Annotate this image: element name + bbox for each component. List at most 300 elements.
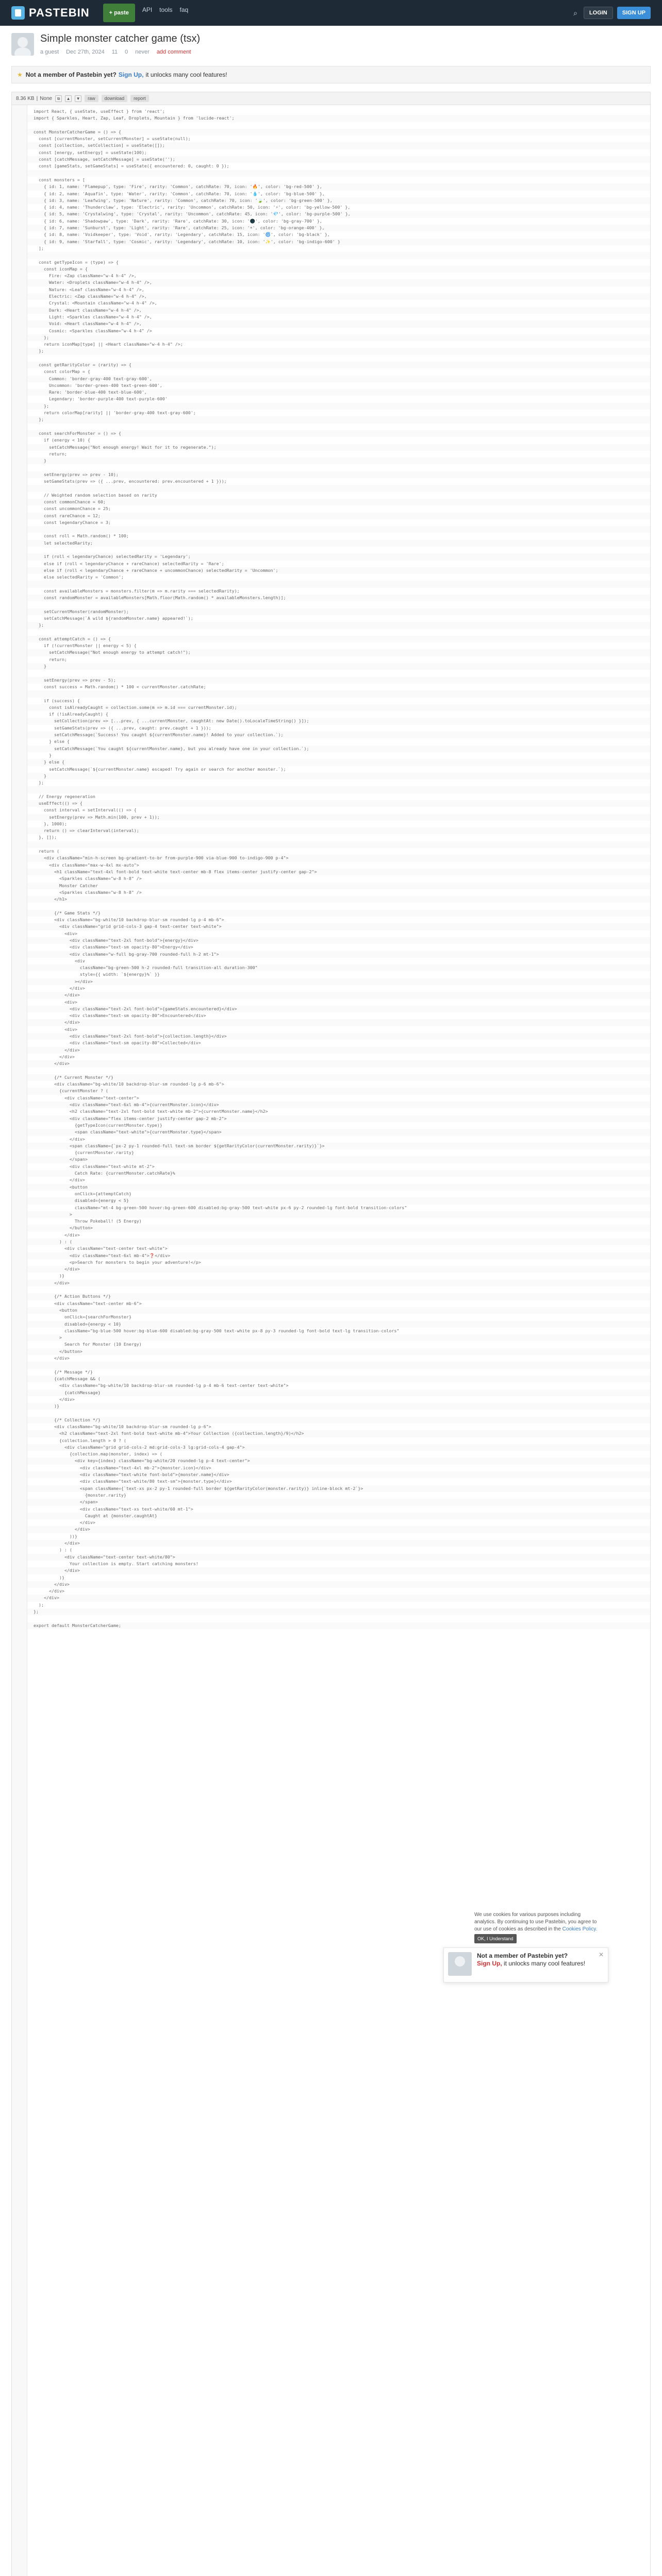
code-line bbox=[27, 1019, 650, 1026]
code-line bbox=[27, 273, 650, 279]
code-line-text: <div className="flex items-center justify-center gap-2 mb-2"> bbox=[34, 1115, 227, 1121]
new-paste-button[interactable]: + paste bbox=[103, 4, 135, 22]
code-line-text: return () => clearInterval(interval); bbox=[34, 828, 139, 834]
code-line bbox=[27, 183, 650, 190]
code-line-text: if (!currentMonster || energy < 5) { bbox=[34, 643, 137, 649]
code-line-text bbox=[27, 355, 34, 362]
code-line bbox=[27, 1205, 650, 1211]
code-line bbox=[27, 1499, 650, 1505]
code-line bbox=[27, 355, 650, 362]
code-line bbox=[27, 663, 650, 670]
cookie-ok-button[interactable]: OK, I Understand bbox=[474, 1934, 517, 1943]
code-line bbox=[27, 1115, 650, 1122]
code-line-text: {currentMonster ? ( bbox=[34, 1088, 108, 1094]
code-line-text: ) : ( bbox=[34, 1547, 72, 1553]
code-line bbox=[27, 917, 650, 923]
code-line bbox=[27, 300, 650, 307]
code-line bbox=[27, 423, 650, 430]
code-line-text: </div> bbox=[34, 1527, 90, 1532]
code-line-text: <div className="grid grid-cols-3 gap-4 text-center text-white"> bbox=[34, 924, 222, 929]
code-line bbox=[27, 457, 650, 464]
code-line-text: <Sparkles className="w-8 h-8" /> bbox=[34, 889, 142, 895]
code-line bbox=[27, 937, 650, 944]
code-line bbox=[27, 951, 650, 958]
report-button[interactable]: report bbox=[130, 95, 149, 102]
code-line bbox=[27, 1389, 650, 1396]
code-line-text: <span className={`px-2 py-1 rounded-full text-sm border ${getRarityColor(currentMonster.rarity)}`}> bbox=[34, 1143, 325, 1148]
code-line-text: <div className="max-w-4xl mx-auto"> bbox=[34, 862, 139, 868]
code-line-text: </div> bbox=[34, 1020, 80, 1025]
code-line-text: </span> bbox=[34, 1157, 88, 1162]
code-line bbox=[27, 108, 650, 115]
code-line bbox=[27, 464, 650, 471]
code-line bbox=[27, 1108, 650, 1115]
raw-button[interactable]: raw bbox=[85, 95, 98, 102]
code-line bbox=[27, 1054, 650, 1060]
code-line bbox=[27, 1101, 650, 1108]
code-line-text: const [gameStats, setGameStats] = useState({ encountered: 0, caught: 0 }); bbox=[34, 163, 229, 169]
code-line bbox=[27, 1266, 650, 1273]
code-line-text: </div> bbox=[34, 1540, 80, 1546]
code-line bbox=[27, 1218, 650, 1225]
code-line-text: <div className="text-2xl font-bold">{collection.length}</div> bbox=[34, 1033, 227, 1039]
code-line-text: const uncommonChance = 25; bbox=[34, 506, 111, 512]
code-line-text bbox=[27, 170, 34, 177]
code-line bbox=[27, 779, 650, 786]
code-line-text: </div> bbox=[34, 1396, 75, 1402]
code-line bbox=[27, 1286, 650, 1293]
code-line-text bbox=[27, 903, 34, 909]
member-banner bbox=[11, 66, 651, 83]
code-line-text: else if (roll < legendaryChance + rareChance + uncommonChance) selectedRarity = 'Uncommon'; bbox=[34, 567, 278, 573]
code-line-text: <div className="text-center mb-6"> bbox=[34, 1300, 142, 1306]
code-line bbox=[27, 1074, 650, 1081]
code-line bbox=[27, 1410, 650, 1416]
download-button[interactable]: download bbox=[102, 95, 128, 102]
code-line bbox=[27, 1444, 650, 1451]
code-line-text: { id: 7, name: 'Sunburst', type: 'Light', rarity: 'Rare', catchRate: 25, icon: '☀', color: 'bg-orange-400' }, bbox=[34, 225, 325, 231]
code-line bbox=[27, 1341, 650, 1348]
code-line-text bbox=[27, 547, 34, 553]
code-line bbox=[27, 910, 650, 917]
code-line bbox=[27, 1293, 650, 1300]
code-line-text: Rare: 'border-blue-400 text-blue-600', bbox=[34, 389, 147, 395]
code-line-text: { id: 4, name: 'Thunderclaw', type: 'Electric', rarity: 'Uncommon', catchRate: 50, icon: '⚡', color: 'bg-yellow-500' }, bbox=[34, 205, 351, 210]
code-line-text: <div className="bg-white/10 backdrop-blur-sm rounded-lg p-4 mb-6 text-center text-white"> bbox=[34, 1383, 289, 1388]
code-line-text: Dark: <Heart className="w-4 h-4" />, bbox=[34, 307, 142, 313]
code-line-text: className="bg-green-500 h-2 rounded-full transition-all duration-300" bbox=[34, 965, 258, 971]
code-line bbox=[27, 191, 650, 197]
code-line bbox=[27, 711, 650, 718]
code-line bbox=[27, 841, 650, 848]
code-line-text: className="bg-blue-500 hover:bg-blue-600 disabled:bg-gray-500 text-white px-8 py-3 rounded-lg font-bold text-lg transition-colors" bbox=[34, 1328, 400, 1333]
code-line bbox=[27, 1588, 650, 1595]
code-line bbox=[27, 636, 650, 642]
code-line bbox=[27, 1081, 650, 1088]
code-line bbox=[27, 499, 650, 505]
code-line-text: setCurrentMonster(randomMonster); bbox=[34, 608, 129, 614]
code-line bbox=[27, 225, 650, 231]
code-line-text: return; bbox=[34, 451, 67, 456]
code-line bbox=[27, 875, 650, 882]
code-line-text: const colorMap = { bbox=[34, 369, 90, 375]
code-line bbox=[27, 1177, 650, 1183]
member-banner-signup-link[interactable]: Sign Up, bbox=[118, 71, 144, 78]
code-line bbox=[27, 1396, 650, 1403]
code-line-text: {collection.map(monster, index) => ( bbox=[34, 1451, 162, 1457]
code-line-text: }; bbox=[34, 348, 44, 354]
code-line bbox=[27, 1602, 650, 1608]
code-line-text bbox=[27, 581, 34, 587]
code-line-text: }; bbox=[34, 622, 44, 628]
code-line-text: > bbox=[34, 1211, 72, 1217]
pastebin-logo-icon bbox=[11, 6, 25, 20]
code-line bbox=[27, 923, 650, 930]
code-line-text: <div className="text-center"> bbox=[34, 1095, 139, 1100]
code-line-text: <div className="bg-white/10 backdrop-blur-sm rounded-lg p-6 mb-6"> bbox=[34, 1081, 224, 1087]
code-line bbox=[27, 1129, 650, 1136]
code-line-text: Nature: <Leaf className="w-4 h-4" />, bbox=[34, 286, 144, 292]
paste-date: Dec 27th, 2024 bbox=[66, 49, 105, 55]
code-line bbox=[27, 1376, 650, 1382]
code-line bbox=[27, 505, 650, 512]
paste-size: 8.36 KB bbox=[16, 95, 35, 101]
code-line-text: </div> bbox=[34, 1177, 85, 1183]
code-line-text bbox=[27, 1615, 34, 1622]
code-line bbox=[27, 1245, 650, 1252]
code-line-text: ]; bbox=[34, 245, 44, 251]
code-line-text: const interval = setInterval(() => { bbox=[34, 807, 137, 813]
code-line bbox=[27, 889, 650, 896]
code-line-text: <div className="text-center text-white/80"> bbox=[34, 1554, 175, 1560]
code-line-text: if (!isAlreadyCaught) { bbox=[34, 711, 108, 717]
search-icon[interactable]: ⌕ bbox=[573, 8, 577, 17]
nav-api[interactable]: API bbox=[142, 6, 153, 13]
code-line bbox=[27, 348, 650, 354]
like-icon[interactable]: ▲ bbox=[65, 95, 72, 102]
code-line bbox=[27, 1526, 650, 1533]
top-navigation-bar bbox=[0, 0, 662, 26]
code-line bbox=[27, 814, 650, 821]
code-line bbox=[27, 410, 650, 416]
code-line bbox=[27, 142, 650, 149]
nav-faq[interactable]: faq bbox=[179, 6, 189, 13]
code-line bbox=[27, 1471, 650, 1478]
code-line-text: Monster Catcher bbox=[34, 883, 98, 888]
code-line-text: const monsters = [ bbox=[34, 177, 85, 182]
code-line-text: </div> bbox=[34, 1054, 75, 1059]
code-line-text: const getTypeIcon = (type) => { bbox=[34, 259, 119, 265]
code-line bbox=[27, 1437, 650, 1444]
code-line bbox=[27, 279, 650, 286]
code-line bbox=[27, 156, 650, 163]
code-line bbox=[27, 581, 650, 587]
code-line bbox=[27, 903, 650, 909]
code-line bbox=[27, 1239, 650, 1245]
code-line-text: </div> bbox=[34, 1136, 85, 1142]
login-button[interactable]: LOGIN bbox=[584, 7, 613, 19]
code-line-text: return colorMap[rarity] || 'border-gray-400 text-gray-600'; bbox=[34, 410, 196, 416]
code-line-text bbox=[27, 122, 34, 129]
signup-popup bbox=[443, 1947, 608, 1982]
code-line bbox=[27, 1026, 650, 1033]
code-line-text: <div className="w-full bg-gray-700 rounded-full h-2 mt-1"> bbox=[34, 951, 219, 957]
code-line-text: <div> bbox=[34, 1026, 77, 1032]
code-line-text: </div> bbox=[34, 1280, 70, 1285]
code-line bbox=[27, 1547, 650, 1553]
code-line-text: {catchMessage && ( bbox=[34, 1376, 101, 1381]
code-line bbox=[27, 690, 650, 697]
add-comment-link[interactable]: add comment bbox=[156, 49, 191, 55]
paste-author[interactable]: a guest bbox=[40, 49, 59, 55]
code-line-text: <div> bbox=[34, 930, 77, 936]
code-line bbox=[27, 1149, 650, 1156]
code-line bbox=[27, 485, 650, 492]
code-line bbox=[27, 1191, 650, 1197]
code-line bbox=[27, 1136, 650, 1143]
code-line bbox=[27, 745, 650, 752]
code-line bbox=[27, 1328, 650, 1334]
code-line-text: Catch Rate: {currentMonster.catchRate}% bbox=[34, 1171, 175, 1176]
code-line-text: )} bbox=[34, 1403, 59, 1409]
code-line-text: <div bbox=[34, 958, 85, 963]
paste-title: Simple monster catcher game (tsx) bbox=[40, 33, 201, 44]
code-line-text: )} bbox=[34, 1574, 64, 1580]
code-line bbox=[27, 1273, 650, 1279]
code-line-text: { id: 5, name: 'Crystalwing', type: 'Crystal', rarity: 'Uncommon', catchRate: 45, icon: '💎', color: 'bg-purple-500' }, bbox=[34, 211, 351, 217]
code-line-text: { id: 2, name: 'Aquafin', type: 'Water', rarity: 'Common', catchRate: 70, icon: '💧', color: 'bg-blue-500' }, bbox=[34, 191, 325, 196]
code-line bbox=[27, 971, 650, 978]
code-line-text: return ( bbox=[34, 849, 59, 854]
popup-rest: it unlocks many cool features! bbox=[504, 1960, 586, 1967]
paste-expiry: never bbox=[135, 49, 150, 55]
code-line-text: { id: 1, name: 'Flamepup', type: 'Fire', rarity: 'Common', catchRate: 70, icon: '🔥', color: 'bg-red-500' }, bbox=[34, 184, 322, 190]
code-line-text: )} bbox=[34, 1273, 64, 1279]
code-line bbox=[27, 862, 650, 869]
code-line-text: Void: <Heart className="w-4 h-4" />, bbox=[34, 321, 142, 327]
paste-views: 11 bbox=[111, 49, 118, 55]
nav-tools[interactable]: tools bbox=[159, 6, 173, 13]
code-line-text: <button bbox=[34, 1184, 88, 1190]
code-line bbox=[27, 1280, 650, 1286]
code-line bbox=[27, 964, 650, 971]
signup-button[interactable]: SIGN UP bbox=[617, 7, 651, 19]
dislike-icon[interactable]: ▼ bbox=[75, 95, 81, 102]
code-line-text: </div> bbox=[34, 1520, 95, 1526]
pastebin-logo[interactable] bbox=[11, 6, 90, 20]
code-line-text: <div className="bg-white/10 backdrop-blur-sm rounded-lg p-6"> bbox=[34, 1424, 211, 1429]
code-line-text: setCatchMessage(`A wild ${randomMonster.name} appeared!`); bbox=[34, 615, 193, 621]
code-line-text: }; bbox=[34, 1609, 39, 1615]
code-line-text bbox=[27, 690, 34, 697]
code-line-text: <div className="text-white font-bold">{monster.name}</div> bbox=[34, 1472, 229, 1478]
code-line-text: } else { bbox=[34, 739, 70, 744]
code-line bbox=[27, 204, 650, 211]
code-line bbox=[27, 1033, 650, 1040]
code-line-text: } bbox=[34, 458, 46, 464]
code-line-text bbox=[27, 252, 34, 259]
code-line bbox=[27, 1095, 650, 1101]
code-line bbox=[27, 855, 650, 861]
code-line bbox=[27, 930, 650, 937]
code-line-text: </div> bbox=[34, 1355, 70, 1361]
code-line-text: const getRarityColor = (rarity) => { bbox=[34, 362, 131, 367]
code-line-text: <div className="text-4xl mb-2">{monster.icon}</div> bbox=[34, 1465, 211, 1470]
code-line-text: <div className="text-sm opacity-80">Energy</div> bbox=[34, 944, 193, 950]
popup-avatar bbox=[448, 1952, 472, 1976]
code-line-text: }; bbox=[34, 417, 44, 422]
cookie-notice bbox=[474, 1911, 598, 1943]
code-line-text: </div> bbox=[34, 1595, 59, 1601]
code-line-text bbox=[27, 423, 34, 430]
code-line-text bbox=[27, 629, 34, 636]
code-line bbox=[27, 1403, 650, 1410]
code-line-text bbox=[27, 670, 34, 676]
code-line-text: const attemptCatch = () => { bbox=[34, 636, 111, 641]
code-line-text: {/* Current Monster */} bbox=[34, 1074, 113, 1080]
code-line-text: Light: <Sparkles className="w-4 h-4" />, bbox=[34, 314, 152, 319]
code-line-text: <h2 className="text-2xl font-bold text-white mb-2">{currentMonster.name}</h2> bbox=[34, 1109, 268, 1114]
code-line bbox=[27, 595, 650, 601]
code-line bbox=[27, 793, 650, 800]
code-line bbox=[27, 834, 650, 841]
code-line bbox=[27, 533, 650, 539]
code-line bbox=[27, 1334, 650, 1341]
code-line bbox=[27, 1362, 650, 1368]
code-line-text: </div> bbox=[34, 1588, 64, 1594]
code-line bbox=[27, 1478, 650, 1485]
code-line-text: Water: <Droplets className="w-4 h-4" />, bbox=[34, 280, 152, 285]
code-line-text: ) : ( bbox=[34, 1239, 72, 1244]
code-line-text: Electric: <Zap className="w-4 h-4" />, bbox=[34, 294, 147, 299]
code-line bbox=[27, 307, 650, 314]
code-line bbox=[27, 999, 650, 1006]
code-line bbox=[27, 451, 650, 457]
code-line-text: let selectedRarity; bbox=[34, 540, 93, 546]
code-line bbox=[27, 1540, 650, 1547]
code-line-text: <span className={`text-xs px-2 py-1 rounded-full border ${getRarityColor(monster.rarity)} inline-block mt-2`}> bbox=[34, 1485, 363, 1491]
code-line bbox=[27, 513, 650, 519]
code-line-text: const [catchMessage, setCatchMessage] = useState(''); bbox=[34, 157, 175, 162]
logo-text: PASTEBIN bbox=[29, 6, 90, 19]
cookie-policy-link[interactable]: Cookies Policy. bbox=[562, 1926, 598, 1932]
code-line bbox=[27, 1574, 650, 1581]
code-line bbox=[27, 1232, 650, 1239]
code-line-text: setCatchMessage(`${currentMonster.name} escaped! Try again or search for another monster.`); bbox=[34, 766, 286, 772]
code-line bbox=[27, 1458, 650, 1464]
code-line bbox=[27, 704, 650, 711]
code-line-text: </div> bbox=[34, 1581, 70, 1587]
copy-icon[interactable]: ⧉ bbox=[55, 95, 62, 102]
popup-signup-link[interactable]: Sign Up, bbox=[477, 1960, 502, 1967]
code-line-text: }; bbox=[34, 403, 49, 409]
code-line bbox=[27, 848, 650, 855]
code-lines bbox=[27, 108, 650, 1629]
close-icon[interactable]: ✕ bbox=[598, 1951, 604, 1958]
code-line-text: // Energy regeneration bbox=[34, 793, 95, 799]
code-line bbox=[27, 1382, 650, 1389]
code-line-text: { id: 9, name: 'Starfall', type: 'Cosmic', rarity: 'Legendary', catchRate: 10, icon: '✨', color: 'bg-indigo-600' } bbox=[34, 239, 340, 244]
code-line-text: <div className="text-6xl mb-4">{currentMonster.icon}</div> bbox=[34, 1102, 219, 1108]
code-line-text: return iconMap[type] || <Heart className="w-4 h-4" />; bbox=[34, 342, 183, 347]
main-nav bbox=[103, 4, 196, 22]
popup-lead: Not a member of Pastebin yet? bbox=[477, 1952, 568, 1959]
code-line bbox=[27, 1608, 650, 1615]
code-line bbox=[27, 1040, 650, 1046]
code-line bbox=[27, 1513, 650, 1519]
cookie-text: We use cookies for various purposes including analytics. By continuing to use Pastebin, you agree to our use of cookies as described in the bbox=[474, 1912, 597, 1932]
code-line-text: <span className="text-white">{currentMonster.type}</span> bbox=[34, 1129, 222, 1135]
code-line-text: <h1 className="text-4xl font-bold text-white text-center mb-8 flex items-center justify-center gap-2"> bbox=[34, 869, 317, 874]
code-line bbox=[27, 135, 650, 142]
code-line-text: ); bbox=[34, 1602, 44, 1607]
code-line bbox=[27, 883, 650, 889]
code-line bbox=[27, 821, 650, 827]
code-line bbox=[27, 396, 650, 402]
code-line-text: ))} bbox=[34, 1533, 77, 1539]
code-line-text: if (roll < legendaryChance) selectedRarity = 'Legendary'; bbox=[34, 554, 191, 560]
code-line-text: // Weighted random selection based on rarity bbox=[34, 492, 157, 498]
code-line-text: Cosmic: <Sparkles className="w-4 h-4" /> bbox=[34, 328, 152, 333]
code-line bbox=[27, 519, 650, 526]
code-line-text: </span> bbox=[34, 1499, 98, 1505]
code-line-text: const randomMonster = availableMonsters[Math.floor(Math.random() * availableMonsters.length)]; bbox=[34, 595, 286, 601]
code-line bbox=[27, 218, 650, 225]
code-line bbox=[27, 992, 650, 998]
member-banner-rest: it unlocks many cool features! bbox=[145, 71, 227, 78]
code-line-text: <div className="text-white/80 text-sm">{monster.type}</div> bbox=[34, 1479, 232, 1484]
code-line bbox=[27, 896, 650, 903]
code-line bbox=[27, 1006, 650, 1012]
code-line-text: setCatchMessage(`You caught ${currentMonster.name}, but you already have one in your collection.`); bbox=[34, 745, 309, 751]
paste-title-box bbox=[11, 26, 651, 66]
code-line-text: Crystal: <Mountain className="w-4 h-4" />, bbox=[34, 300, 157, 306]
content-wrapper bbox=[11, 26, 651, 2576]
code-line-text: {/* Game Stats */} bbox=[34, 910, 101, 916]
code-line bbox=[27, 958, 650, 964]
code-line-text bbox=[27, 1410, 34, 1416]
code-line bbox=[27, 732, 650, 738]
code-line-text: }, []); bbox=[34, 835, 57, 840]
code-line-text: </div> bbox=[34, 1047, 80, 1053]
code-line-text: } bbox=[34, 752, 52, 758]
code-line bbox=[27, 561, 650, 567]
code-header bbox=[11, 92, 651, 105]
code-line bbox=[27, 328, 650, 334]
code-line bbox=[27, 1170, 650, 1177]
code-line-text: <Sparkles className="w-8 h-8" /> bbox=[34, 876, 142, 882]
code-line bbox=[27, 553, 650, 560]
code-line-text: Fire: <Zap className="w-4 h-4" />, bbox=[34, 273, 137, 279]
code-line-text: className="mt-4 bg-green-500 hover:bg-green-600 disabled:bg-gray-500 text-white px-6 py-2 rounded-lg font-bold transition-colors" bbox=[34, 1205, 407, 1210]
code-line-text: </div> bbox=[34, 986, 85, 991]
code-line-text: Search for Monster (10 Energy) bbox=[34, 1342, 142, 1347]
code-line bbox=[27, 403, 650, 410]
code-line bbox=[27, 163, 650, 170]
code-line bbox=[27, 656, 650, 663]
code-line-text: {/* Action Buttons */} bbox=[34, 1294, 111, 1299]
code-line-text: import React, { useState, useEffect } from 'react'; bbox=[34, 109, 165, 114]
code-line-text: Your collection is empty. Start catching monsters! bbox=[34, 1561, 198, 1566]
paste-meta bbox=[40, 49, 200, 55]
code-line bbox=[27, 827, 650, 834]
code-line-text: onClick={attemptCatch} bbox=[34, 1191, 131, 1196]
code-line-text: Common: 'border-gray-400 text-gray-600', bbox=[34, 376, 152, 381]
code-line bbox=[27, 1492, 650, 1499]
code-line bbox=[27, 177, 650, 183]
code-line bbox=[27, 601, 650, 608]
code-line bbox=[27, 492, 650, 499]
